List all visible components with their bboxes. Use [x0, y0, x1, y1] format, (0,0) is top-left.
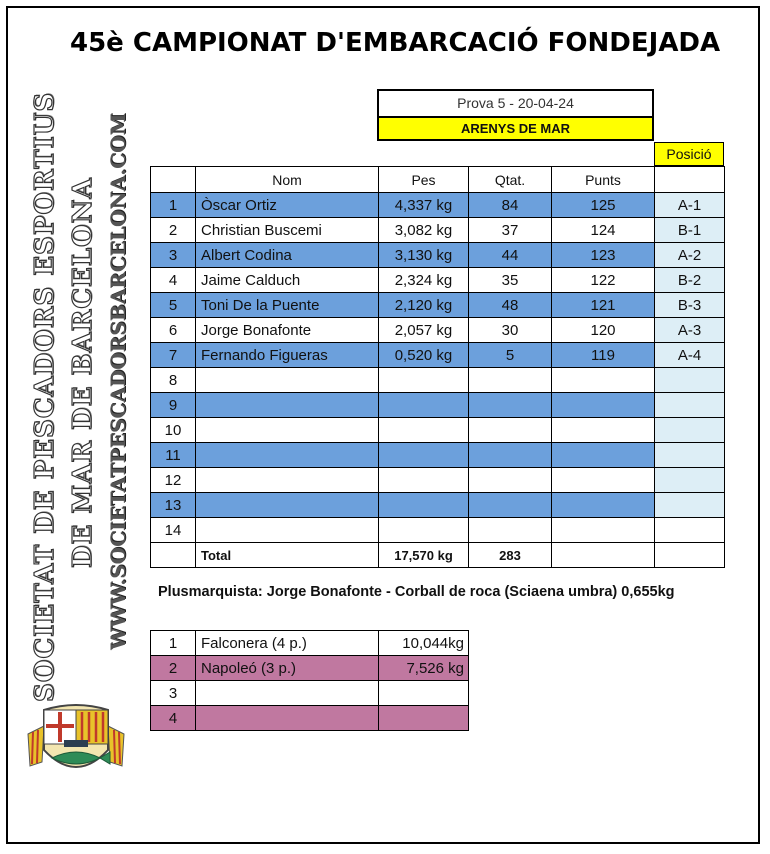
- row-name: Christian Buscemi: [196, 218, 379, 243]
- row-weight: 2,120 kg: [379, 293, 469, 318]
- row-points: 122: [552, 268, 655, 293]
- row-number: 6: [151, 318, 196, 343]
- boat-weight: 10,044kg: [379, 631, 469, 656]
- row-number: 14: [151, 518, 196, 543]
- row-weight: 4,337 kg: [379, 193, 469, 218]
- boat-weight: [379, 706, 469, 731]
- row-position: [655, 493, 725, 518]
- row-points: 123: [552, 243, 655, 268]
- row-points: [552, 368, 655, 393]
- header-weight: Pes: [379, 167, 469, 193]
- row-position: [655, 468, 725, 493]
- row-quantity: [469, 493, 552, 518]
- row-position: A-2: [655, 243, 725, 268]
- row-quantity: [469, 443, 552, 468]
- boat-weight: [379, 681, 469, 706]
- row-weight: [379, 493, 469, 518]
- row-number: 3: [151, 243, 196, 268]
- crest-left-flag: [28, 726, 44, 766]
- row-quantity: [469, 518, 552, 543]
- table-row: [151, 218, 725, 243]
- venue-label: ARENYS DE MAR: [377, 116, 654, 141]
- row-points: 119: [552, 343, 655, 368]
- row-name: [196, 393, 379, 418]
- row-name: [196, 443, 379, 468]
- row-name: Òscar Ortiz: [196, 193, 379, 218]
- row-points: 124: [552, 218, 655, 243]
- row-weight: [379, 368, 469, 393]
- row-number: 11: [151, 443, 196, 468]
- club-website[interactable]: WWW.SOCIETATPESCADORSBARCELONA.COM: [106, 113, 130, 650]
- row-number: 9: [151, 393, 196, 418]
- total-weight: 17,570 kg: [379, 543, 469, 568]
- row-name: Fernando Figueras: [196, 343, 379, 368]
- boat-name: Falconera (4 p.): [196, 631, 379, 656]
- row-quantity: 35: [469, 268, 552, 293]
- total-label: Total: [196, 543, 379, 568]
- total-num-spacer: [151, 543, 196, 568]
- row-number: 4: [151, 268, 196, 293]
- row-weight: [379, 418, 469, 443]
- row-points: [552, 493, 655, 518]
- row-quantity: 84: [469, 193, 552, 218]
- results-header-row: [151, 167, 725, 193]
- row-number: 7: [151, 343, 196, 368]
- row-number: 13: [151, 493, 196, 518]
- boat-number: 3: [151, 681, 196, 706]
- club-name-line2: DE MAR DE BARCELONA: [68, 177, 98, 569]
- boat-name: Napoleó (3 p.): [196, 656, 379, 681]
- row-number: 12: [151, 468, 196, 493]
- row-quantity: [469, 418, 552, 443]
- row-weight: [379, 518, 469, 543]
- row-position: A-3: [655, 318, 725, 343]
- results-table: [150, 166, 725, 568]
- row-name: [196, 468, 379, 493]
- row-name: Jorge Bonafonte: [196, 318, 379, 343]
- row-weight: [379, 443, 469, 468]
- boat-number: 1: [151, 631, 196, 656]
- header-num: [151, 167, 196, 193]
- row-points: [552, 393, 655, 418]
- total-quantity: 283: [469, 543, 552, 568]
- header-quantity: Qtat.: [469, 167, 552, 193]
- row-position: B-3: [655, 293, 725, 318]
- row-position: [655, 518, 725, 543]
- row-quantity: 44: [469, 243, 552, 268]
- table-row: [151, 493, 725, 518]
- row-position: [655, 368, 725, 393]
- row-quantity: [469, 368, 552, 393]
- header-points: Punts: [552, 167, 655, 193]
- boat-number: 2: [151, 656, 196, 681]
- boat-name: [196, 681, 379, 706]
- total-row: [151, 543, 725, 568]
- row-quantity: 30: [469, 318, 552, 343]
- header-position-spacer: [655, 167, 725, 193]
- row-weight: 2,057 kg: [379, 318, 469, 343]
- row-number: 2: [151, 218, 196, 243]
- row-position: [655, 393, 725, 418]
- table-row: [151, 368, 725, 393]
- row-number: 1: [151, 193, 196, 218]
- round-date-label: Prova 5 - 20-04-24: [377, 89, 654, 117]
- table-row: [151, 268, 725, 293]
- table-row: [151, 193, 725, 218]
- table-row: [151, 468, 725, 493]
- table-row: [151, 418, 725, 443]
- row-position: [655, 443, 725, 468]
- table-row: [151, 343, 725, 368]
- row-name: [196, 493, 379, 518]
- row-weight: 0,520 kg: [379, 343, 469, 368]
- table-row: [151, 318, 725, 343]
- row-position: B-1: [655, 218, 725, 243]
- boat-weight: 7,526 kg: [379, 656, 469, 681]
- table-row: [151, 243, 725, 268]
- row-quantity: 48: [469, 293, 552, 318]
- row-weight: [379, 468, 469, 493]
- table-row: [151, 443, 725, 468]
- row-name: [196, 518, 379, 543]
- row-name: Jaime Calduch: [196, 268, 379, 293]
- row-quantity: 37: [469, 218, 552, 243]
- boat-row: [151, 656, 469, 681]
- position-column-header: Posició: [654, 142, 724, 166]
- row-weight: 2,324 kg: [379, 268, 469, 293]
- row-points: 125: [552, 193, 655, 218]
- row-points: [552, 468, 655, 493]
- row-points: [552, 518, 655, 543]
- row-weight: 3,130 kg: [379, 243, 469, 268]
- row-points: [552, 418, 655, 443]
- table-row: [151, 293, 725, 318]
- total-position-spacer: [655, 543, 725, 568]
- row-name: [196, 418, 379, 443]
- table-row: [151, 518, 725, 543]
- table-row: [151, 393, 725, 418]
- row-weight: 3,082 kg: [379, 218, 469, 243]
- row-number: 10: [151, 418, 196, 443]
- boat-name: [196, 706, 379, 731]
- row-position: [655, 418, 725, 443]
- boat-row: [151, 681, 469, 706]
- boat-row: [151, 706, 469, 731]
- club-crest-logo: [24, 700, 128, 784]
- row-number: 5: [151, 293, 196, 318]
- row-points: [552, 443, 655, 468]
- row-position: A-4: [655, 343, 725, 368]
- boat-number: 4: [151, 706, 196, 731]
- boats-table: [150, 630, 469, 731]
- row-quantity: [469, 393, 552, 418]
- total-points-spacer: [552, 543, 655, 568]
- page-title: 45è CAMPIONAT D'EMBARCACIÓ FONDEJADA: [70, 28, 721, 58]
- row-number: 8: [151, 368, 196, 393]
- row-points: 121: [552, 293, 655, 318]
- row-quantity: [469, 468, 552, 493]
- row-position: A-1: [655, 193, 725, 218]
- row-points: 120: [552, 318, 655, 343]
- row-name: [196, 368, 379, 393]
- row-weight: [379, 393, 469, 418]
- header-name: Nom: [196, 167, 379, 193]
- club-name-line1: SOCIETAT DE PESCADORS ESPORTIUS: [30, 91, 60, 702]
- boat-row: [151, 631, 469, 656]
- row-name: Toni De la Puente: [196, 293, 379, 318]
- row-name: Albert Codina: [196, 243, 379, 268]
- record-holder-note: Plusmarquista: Jorge Bonafonte - Corball de roca (Sciaena umbra) 0,655kg: [158, 584, 675, 600]
- row-position: B-2: [655, 268, 725, 293]
- row-quantity: 5: [469, 343, 552, 368]
